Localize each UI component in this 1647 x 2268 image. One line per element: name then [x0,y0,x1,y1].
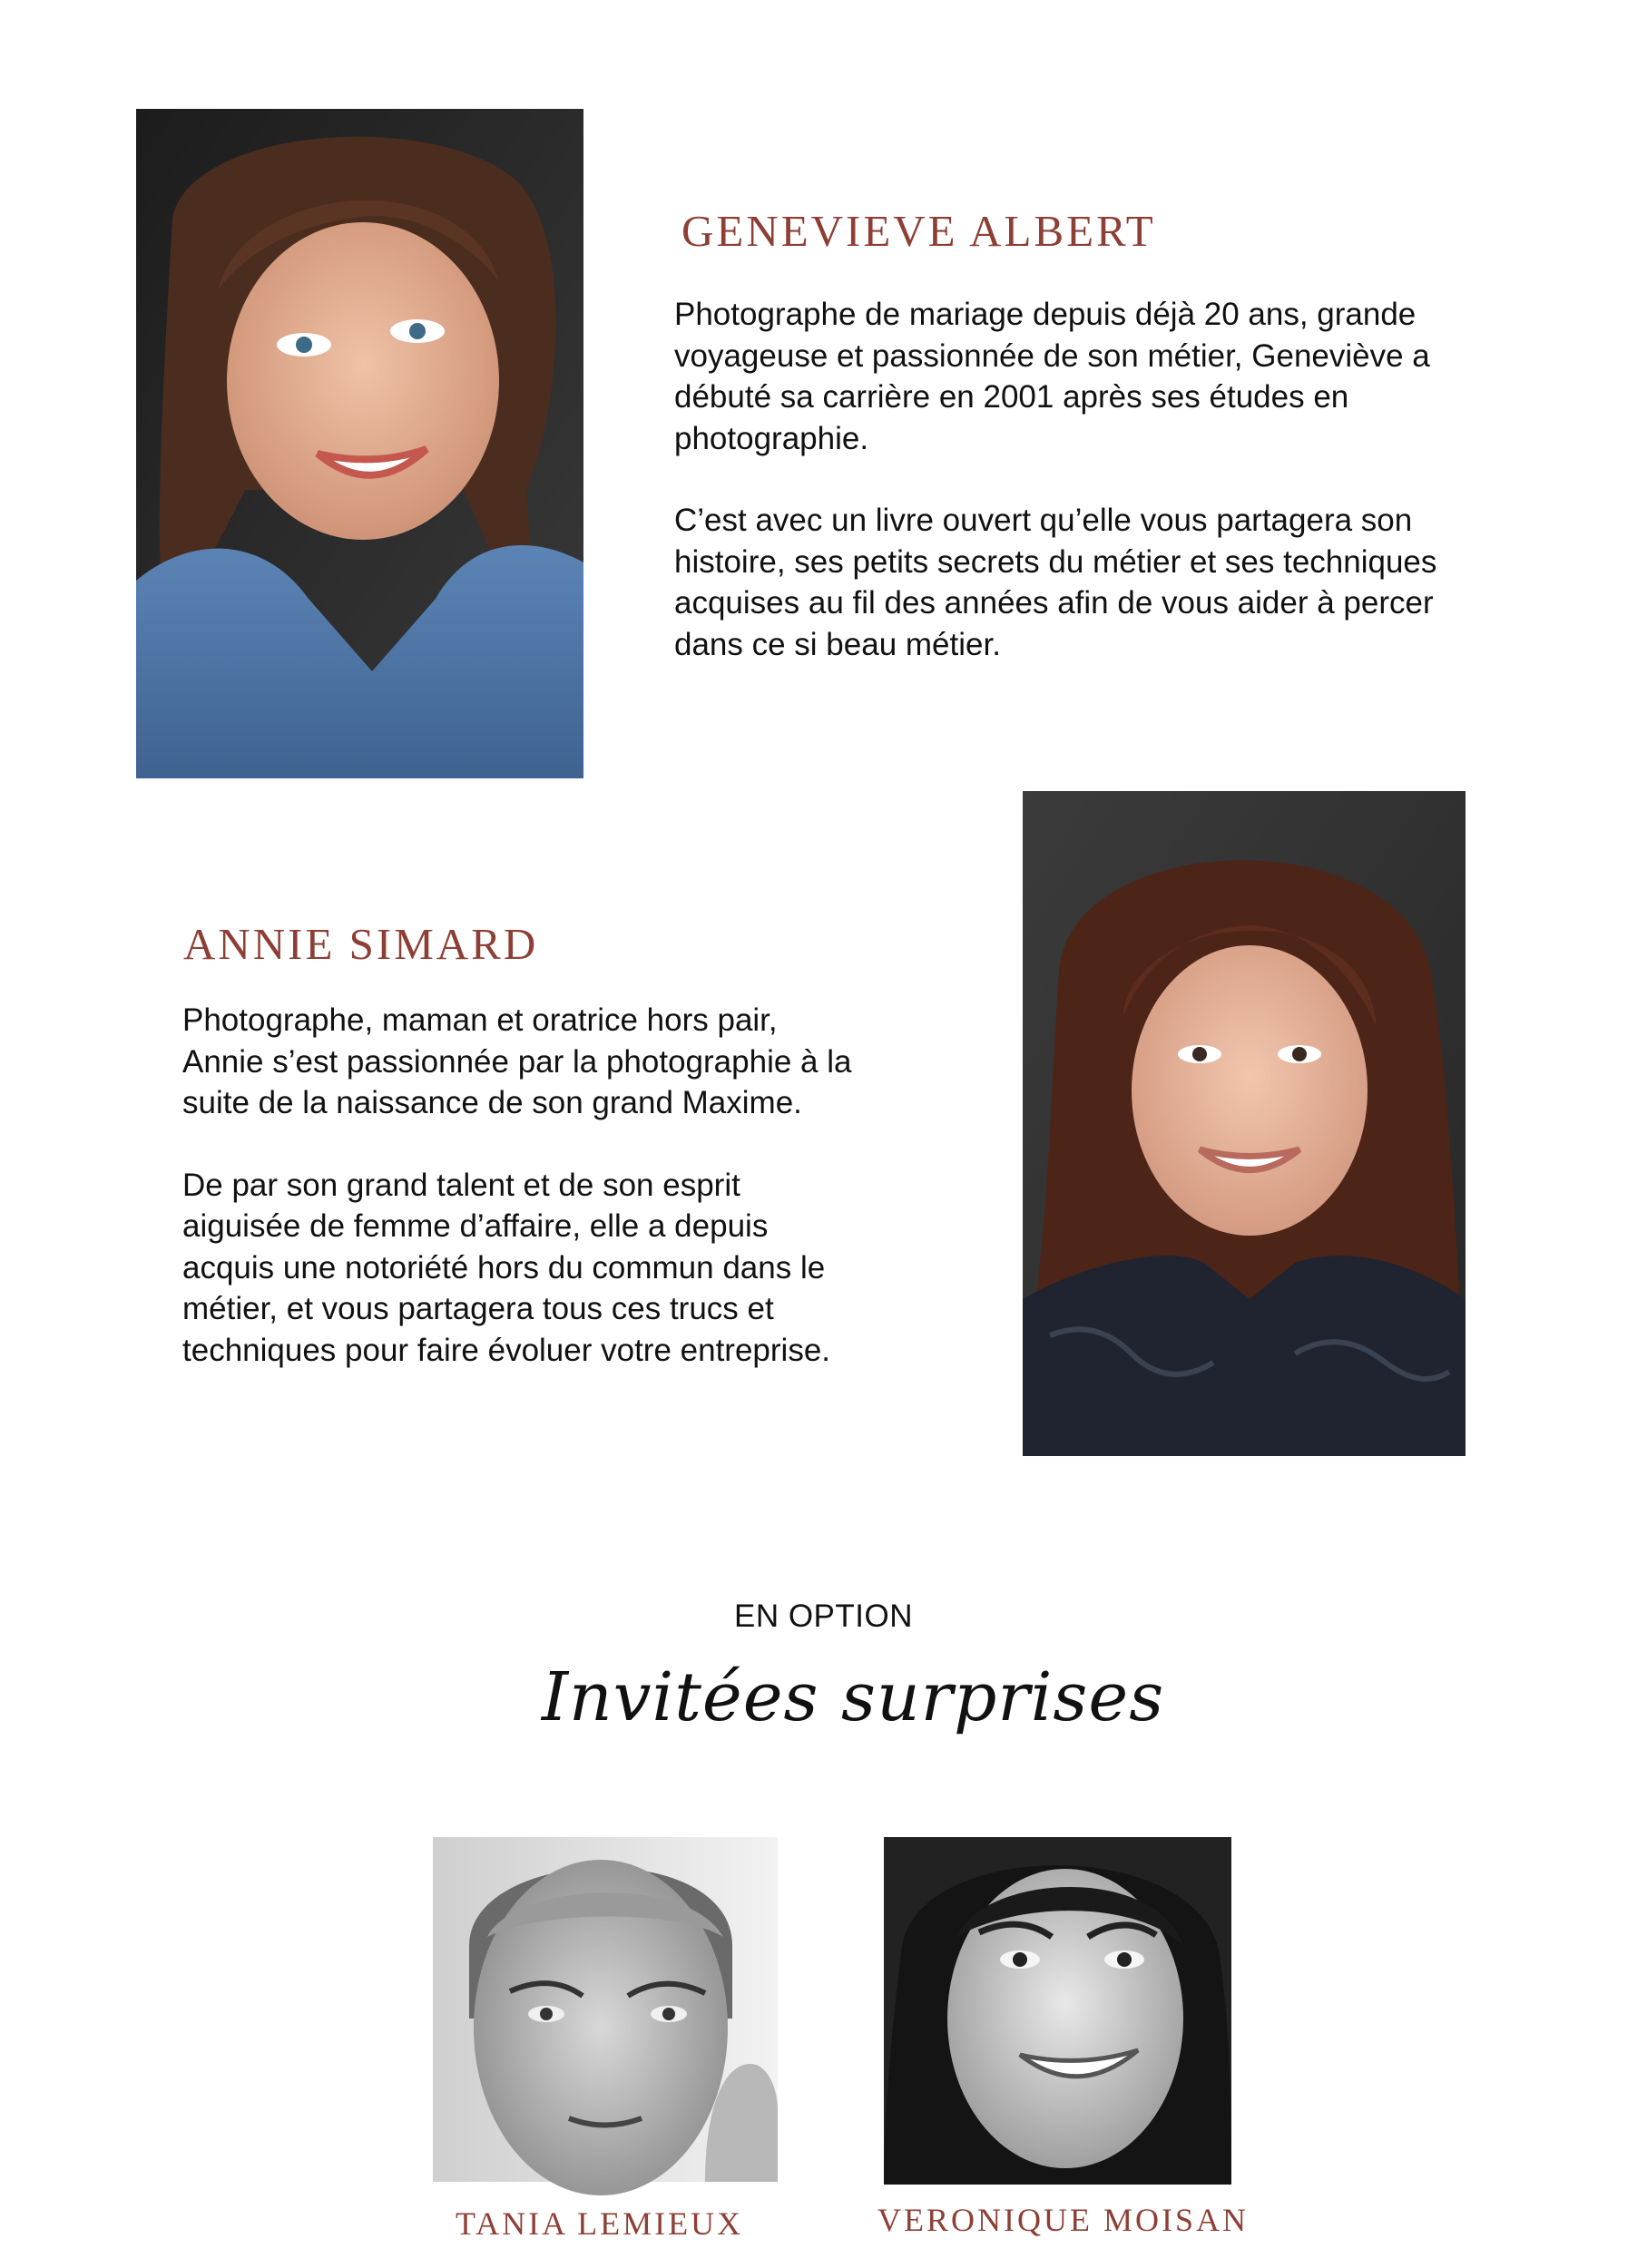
genevieve-albert-bio [674,294,1473,665]
annie-simard-bio-paragraph: Photographe, maman et oratrice hors pair, Annie s’est passionnée par la photographie à la suite de la naissance de son grand Maxime. [182,1002,852,1120]
en-option-label: EN OPTION [733,1598,914,1634]
annie-simard-bio [182,1000,856,1371]
annie-simard-name: ANNIE SIMARD [183,919,539,969]
tania-lemieux-name: TANIA LEMIEUX [456,2205,744,2242]
veronique-moisan-name: VERONIQUE MOISAN [877,2202,1249,2238]
invitees-surprises-script-title [541,1633,1165,1760]
genevieve-albert-name: GENEVIEVE ALBERT [681,206,1156,256]
invitees-surprises-script-text: Invitées surprises [541,1658,1165,1736]
genevieve-albert-bio-paragraph: C’est avec un livre ouvert qu’elle vous partagera son histoire, ses petits secrets du métier et ses techniques acquises au fil des années afin de vous aider à percer dans ce si beau métier. [674,503,1437,662]
veronique-moisan-photo [884,1837,1231,2185]
genevieve-albert-bio-paragraph: Photographe de mariage depuis déjà 20 ans, grande voyageuse et passionnée de son métier, Geneviève a débuté sa carrière en 2001 après ses études en photographie. [674,297,1430,456]
annie-simard-photo [1023,791,1466,1456]
annie-simard-bio-paragraph: De par son grand talent et de son esprit aiguisée de femme d’affaire, elle a depuis acquis une notoriété hors du commun dans le métier, et vous partagera tous ces trucs et techniques pour faire évoluer votre entreprise. [182,1167,831,1368]
genevieve-albert-photo [136,109,583,778]
tania-lemieux-photo [433,1837,778,2182]
